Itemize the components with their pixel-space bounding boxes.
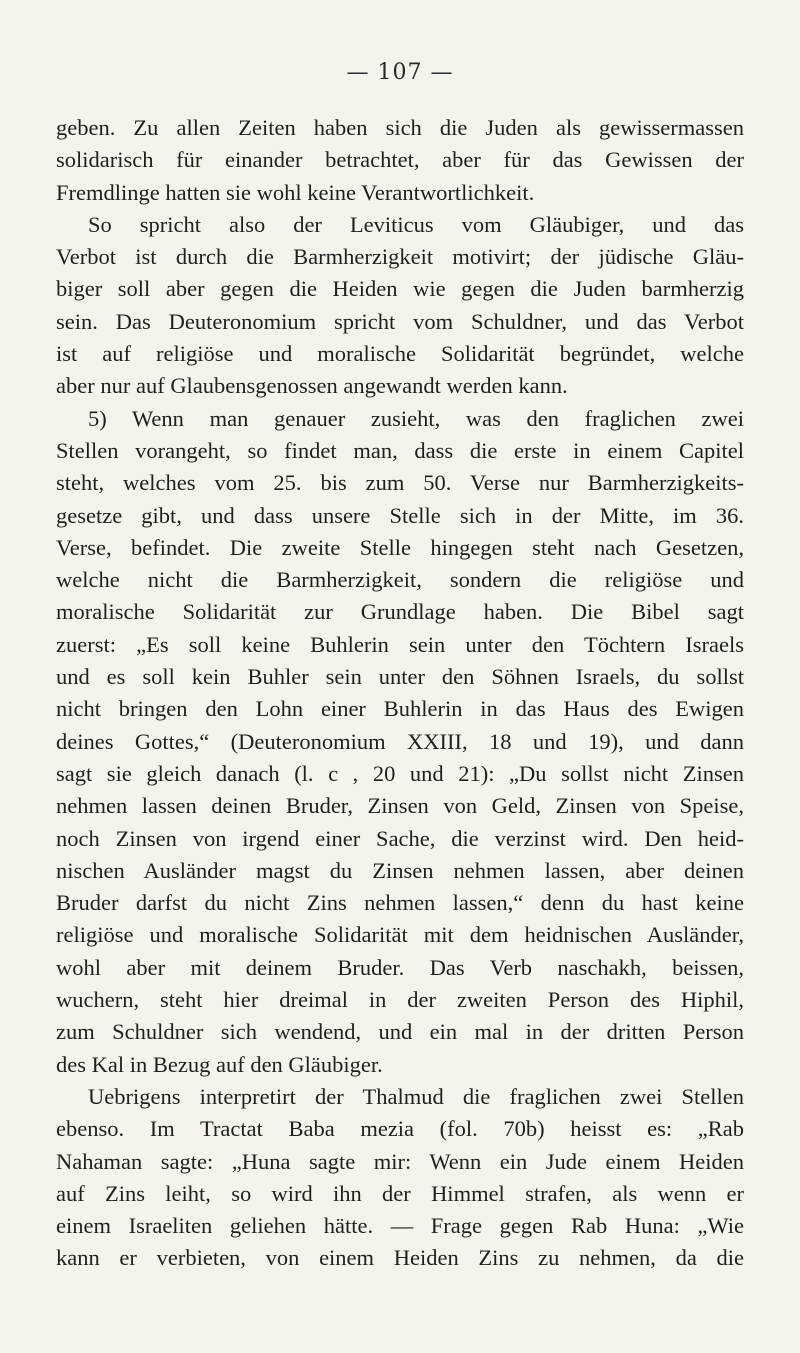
text-line: wuchern, steht hier dreimal in der zweiten Person des Hiphil, xyxy=(56,987,744,1013)
text-line: aber nur auf Glaubensgenossen angewandt werden kann. xyxy=(56,373,568,399)
text-line: wohl aber mit deinem Bruder. Das Verb naschakh, beissen, xyxy=(56,954,744,980)
text-line: sagt sie gleich danach (l. c , 20 und 21): „Du sollst nicht Zinsen xyxy=(56,760,744,786)
text-line: religiöse und moralische Solidarität mit dem heidnischen Ausländer, xyxy=(56,922,744,948)
text-line: So spricht also der Leviticus vom Gläubiger, und das xyxy=(88,211,744,237)
text-line: nicht bringen den Lohn einer Buhlerin in das Haus des Ewigen xyxy=(56,696,744,722)
text-line: moralische Solidarität zur Grundlage haben. Die Bibel sagt xyxy=(56,599,744,625)
text-line: ebenso. Im Tractat Baba mezia (fol. 70b) heisst es: „Rab xyxy=(56,1116,744,1142)
text-line: auf Zins leiht, so wird ihn der Himmel strafen, als wenn er xyxy=(56,1180,744,1206)
text-line: Verse, befindet. Die zweite Stelle hingegen steht nach Gesetzen, xyxy=(56,534,744,560)
text-line: und es soll kein Buhler sein unter den Söhnen Israels, du sollst xyxy=(56,664,744,690)
page-number: — 107 — xyxy=(346,60,454,85)
text-line: nischen Ausländer magst du Zinsen nehmen lassen, aber deinen xyxy=(56,857,744,883)
text-line: Stellen vorangeht, so findet man, dass die erste in einem Capitel xyxy=(56,437,744,463)
text-line: steht, welches vom 25. bis zum 50. Verse nur Barmherzigkeits- xyxy=(56,470,744,496)
text-line: Verbot ist durch die Barmherzigkeit motivirt; der jüdische Gläu- xyxy=(56,244,744,270)
text-line: nehmen lassen deinen Bruder, Zinsen von Geld, Zinsen von Speise, xyxy=(56,793,744,819)
text-line: kann er verbieten, von einem Heiden Zins zu nehmen, da die xyxy=(56,1245,744,1271)
text-line: Nahaman sagte: „Huna sagte mir: Wenn ein Jude einem Heiden xyxy=(56,1148,744,1174)
text-line: des Kal in Bezug auf den Gläubiger. xyxy=(56,1051,383,1077)
text-line: biger soll aber gegen die Heiden wie gegen die Juden barmherzig xyxy=(56,276,744,302)
text-line: welche nicht die Barmherzigkeit, sondern die religiöse und xyxy=(56,567,744,593)
text-line: zuerst: „Es soll keine Buhlerin sein unter den Töchtern Israels xyxy=(56,631,744,657)
text-line: Uebrigens interpretirt der Thalmud die fraglichen zwei Stellen xyxy=(88,1083,744,1109)
body-text xyxy=(56,112,744,1275)
text-line: deines Gottes,“ (Deuteronomium XXIII, 18 und 19), und dann xyxy=(56,728,744,754)
text-line: Fremdlinge hatten sie wohl keine Verantwortlichkeit. xyxy=(56,179,535,205)
text-line: solidarisch für einander betrachtet, aber für das Gewissen der xyxy=(56,147,744,173)
text-line: noch Zinsen von irgend einer Sache, die verzinst wird. Den heid- xyxy=(56,825,744,851)
text-line: ist auf religiöse und moralische Solidarität begründet, welche xyxy=(56,341,744,367)
text-line: einem Israeliten geliehen hätte. — Frage gegen Rab Huna: „Wie xyxy=(56,1213,744,1239)
text-line: zum Schuldner sich wendend, und ein mal in der dritten Person xyxy=(56,1019,744,1045)
text-line: gesetze gibt, und dass unsere Stelle sich in der Mitte, im 36. xyxy=(56,502,744,528)
text-line: Bruder darfst du nicht Zins nehmen lassen,“ denn du hast keine xyxy=(56,890,744,916)
text-line: sein. Das Deuteronomium spricht vom Schuldner, und das Verbot xyxy=(56,308,744,334)
text-line: geben. Zu allen Zeiten haben sich die Juden als gewissermassen xyxy=(56,115,744,140)
text-line: 5) Wenn man genauer zusieht, was den fraglichen zwei xyxy=(88,405,744,431)
